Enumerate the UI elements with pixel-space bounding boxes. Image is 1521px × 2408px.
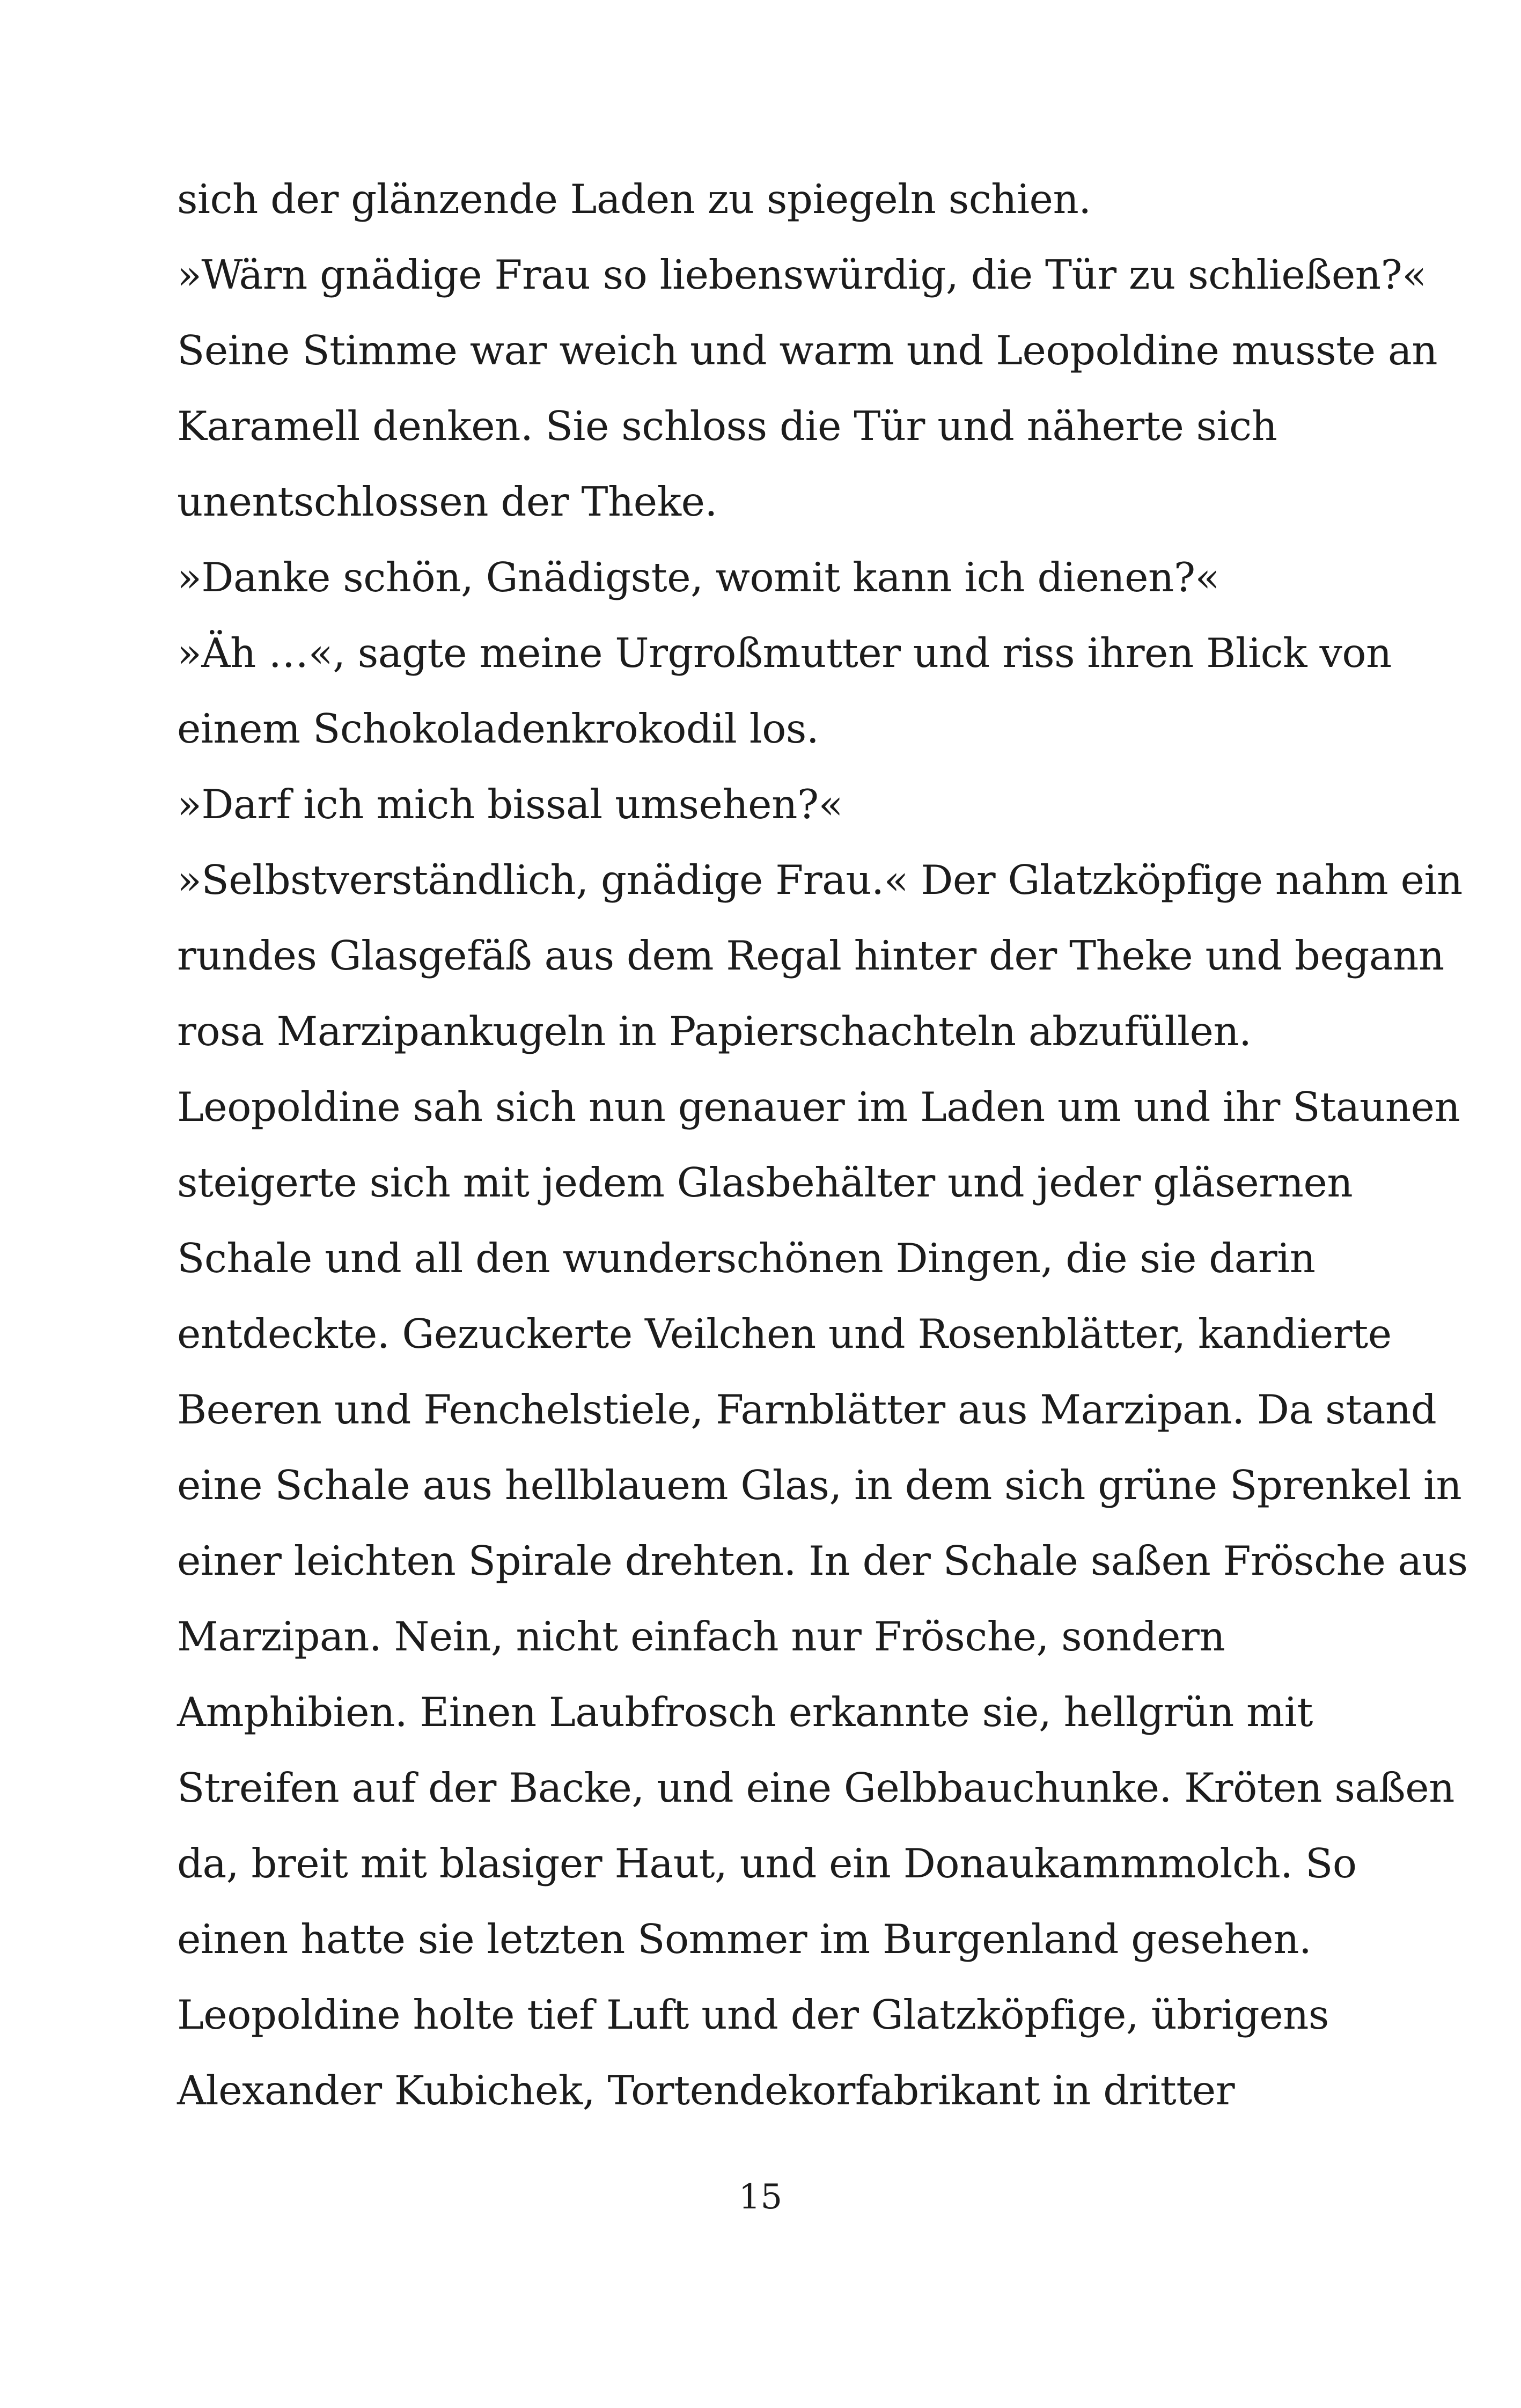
text-line: Leopoldine sah sich nun genauer im Laden um und ihr Staunen xyxy=(177,1083,1460,1130)
text-line: Seine Stimme war weich und warm und Leopoldine musste an xyxy=(177,327,1438,374)
text-line: »Darf ich mich bissal umsehen?« xyxy=(177,781,843,828)
text-line: entdeckte. Gezuckerte Veilchen und Rosenblätter, kandierte xyxy=(177,1310,1392,1357)
text-line: Alexander Kubichek, Tortendekorfabrikant in dritter xyxy=(177,2067,1235,2114)
text-line: unentschlossen der Theke. xyxy=(177,478,717,525)
text-line: Karamell denken. Sie schloss die Tür und näherte sich xyxy=(177,402,1277,450)
text-line: Marzipan. Nein, nicht einfach nur Frösche, sondern xyxy=(177,1613,1225,1660)
text-line: rundes Glasgefäß aus dem Regal hinter der Theke und begann xyxy=(177,932,1444,979)
text-line: einen hatte sie letzten Sommer im Burgenland gesehen. xyxy=(177,1915,1312,1963)
text-line: »Selbstverständlich, gnädige Frau.« Der Glatzköpfige nahm ein xyxy=(177,856,1463,904)
text-line: Amphibien. Einen Laubfrosch erkannte sie, hellgrün mit xyxy=(177,1688,1313,1736)
text-line: »Wärn gnädige Frau so liebenswürdig, die Tür zu schließen?« xyxy=(177,251,1427,298)
text-line: Leopoldine holte tief Luft und der Glatzköpfige, übrigens xyxy=(177,1991,1329,2038)
text-line: einem Schokoladenkrokodil los. xyxy=(177,705,819,752)
text-line: rosa Marzipankugeln in Papierschachteln abzufüllen. xyxy=(177,1008,1252,1055)
page-number: 15 xyxy=(738,2177,783,2217)
text-line: Schale und all den wunderschönen Dingen, die sie darin xyxy=(177,1235,1316,1282)
text-line: einer leichten Spirale drehten. In der Schale saßen Frösche aus xyxy=(177,1537,1468,1584)
text-line: sich der glänzende Laden zu spiegeln schien. xyxy=(177,175,1091,223)
text-line: »Danke schön, Gnädigste, womit kann ich dienen?« xyxy=(177,554,1219,601)
text-line: »Äh …«, sagte meine Urgroßmutter und riss ihren Blick von xyxy=(177,629,1392,677)
body-text xyxy=(177,161,1468,2128)
text-line: da, breit mit blasiger Haut, und ein Donaukammmolch. So xyxy=(177,1840,1357,1887)
text-line: steigerte sich mit jedem Glasbehälter und jeder gläsernen xyxy=(177,1159,1353,1206)
text-line: Beeren und Fenchelstiele, Farnblätter aus Marzipan. Da stand xyxy=(177,1386,1437,1433)
text-line: Streifen auf der Backe, und eine Gelbbauchunke. Kröten saßen xyxy=(177,1764,1454,1811)
text-line: eine Schale aus hellblauem Glas, in dem sich grüne Sprenkel in xyxy=(177,1462,1462,1509)
